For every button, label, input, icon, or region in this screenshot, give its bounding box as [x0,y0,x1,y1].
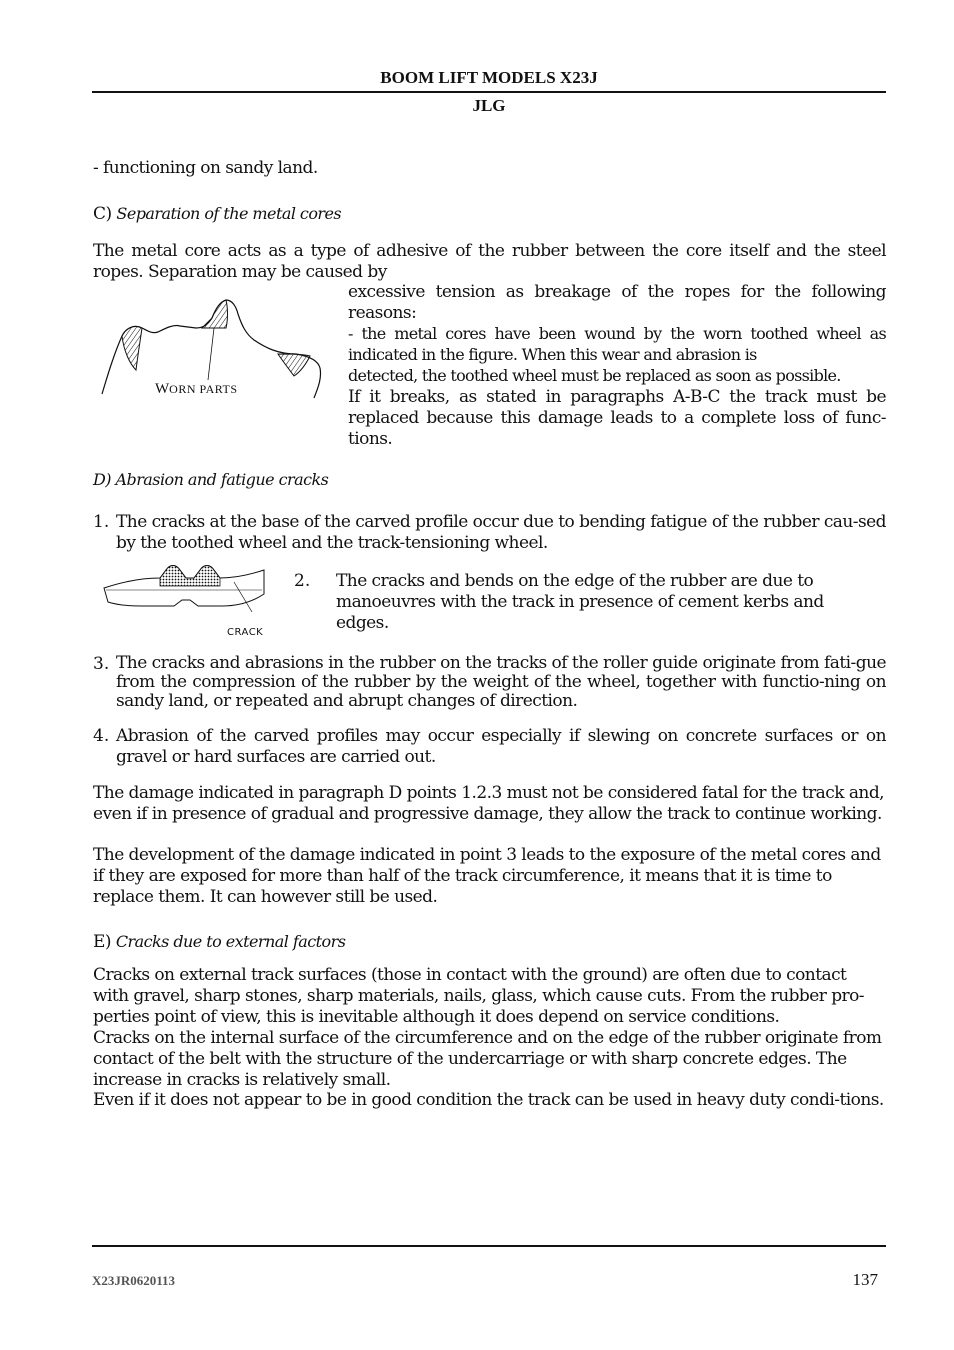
document-code: X23JR0620113 [92,1273,176,1288]
section-c-letter: C) [93,204,112,224]
section-d-paragraph-2: The development of the damage indicated in point 3 leads to the exposure of the metal cores and if they are exposed for more than half of the track circumference, it means that it is time to replace them. It can however still be used. [93,845,881,907]
brand-name: JLG [472,96,506,115]
section-e-paragraph-3: Even if it does not appear to be in good condition the track can be used in heavy duty condi-tions. [93,1090,884,1110]
section-c-side-text-2: - the metal cores have been wound by the worn toothed wheel as indicated in the figure. When this wear and abrasion is [348,324,886,364]
list-item-3-text: The cracks and abrasions in the rubber on the tracks of the roller guide originate from fati-gue from the compression of the rubber by the weight of the wheel, together with functio-ning on sandy land, or repeated and abrupt changes of direction. [116,653,886,711]
worn-parts-figure [96,294,328,428]
crack-label: CRACK [227,627,264,638]
section-e-heading [93,932,345,953]
list-item-3-number: 3. [93,654,110,674]
section-c-para-line2: ropes. Separation may be caused by [93,262,387,282]
section-e-title: Cracks due to external factors [115,932,346,951]
leader-line [208,328,214,380]
worn-parts-label-rest: ORN PARTS [169,382,238,396]
section-d-paragraph-1: The damage indicated in paragraph D points 1.2.3 must not be considered fatal for the track and, even if in presence of gradual and progressive damage, they allow the track to continue working. [93,783,885,824]
section-c-para-line1: The metal core acts as a type of adhesive of the rubber between the core itself and the steel [93,241,886,261]
section-e-paragraph-2: Cracks on the internal surface of the circumference and on the edge of the rubber originate from contact of the belt with the structure of the undercarriage or with sharp concrete edges. The increase in cracks is relatively small. [93,1028,882,1090]
intro-line: - functioning on sandy land. [93,158,318,178]
worn-area-left [122,326,142,370]
worn-area-center [202,300,228,328]
list-item-1-text: The cracks at the base of the carved profile occur due to bending fatigue of the rubber cau-sed by the toothed wheel and the track-tensioning wheel. [116,512,886,553]
section-c-side-text-1: excessive tension as breakage of the ropes for the following reasons: [348,282,886,323]
document-title: BOOM LIFT MODELS X23J [380,68,598,87]
list-item-4-number: 4. [93,726,110,746]
worn-area-right [278,354,310,376]
worn-parts-label [155,381,238,398]
worn-parts-label-initial: W [155,381,170,397]
section-d-heading: D) Abrasion and fatigue cracks [93,470,329,489]
header-rule [92,91,886,93]
crack-figure [102,560,270,620]
page-number: 137 [852,1270,878,1289]
crack-leader-line [234,582,252,612]
section-c-heading [93,204,341,225]
section-c-side-text-4: If it breaks, as stated in paragraphs A-B-C the track must be replaced because this damage leads to a complete loss of func-tions. [348,387,886,449]
footer-rule [92,1245,886,1247]
list-item-2-number: 2. [294,571,311,591]
section-e-paragraph-1: Cracks on external track surfaces (those in contact with the ground) are often due to contact with gravel, sharp stones, sharp materials, nails, glass, which cause cuts. From the rubber pro-perties point of view, this is inevitable although it does depend on service conditions. [93,965,864,1027]
list-item-1-number: 1. [93,512,110,532]
section-e-letter: E) [93,932,111,952]
section-c-side-text-3: detected, the toothed wheel must be replaced as soon as possible. [348,366,841,385]
crack-zone [160,566,220,587]
section-c-title: Separation of the metal cores [116,204,342,223]
list-item-2-text: The cracks and bends on the edge of the rubber are due to manoeuvres with the track in presence of cement kerbs and edges. [336,571,824,633]
list-item-4-text: Abrasion of the carved profiles may occur especially if slewing on concrete surfaces or on gravel or hard surfaces are carried out. [116,726,886,767]
